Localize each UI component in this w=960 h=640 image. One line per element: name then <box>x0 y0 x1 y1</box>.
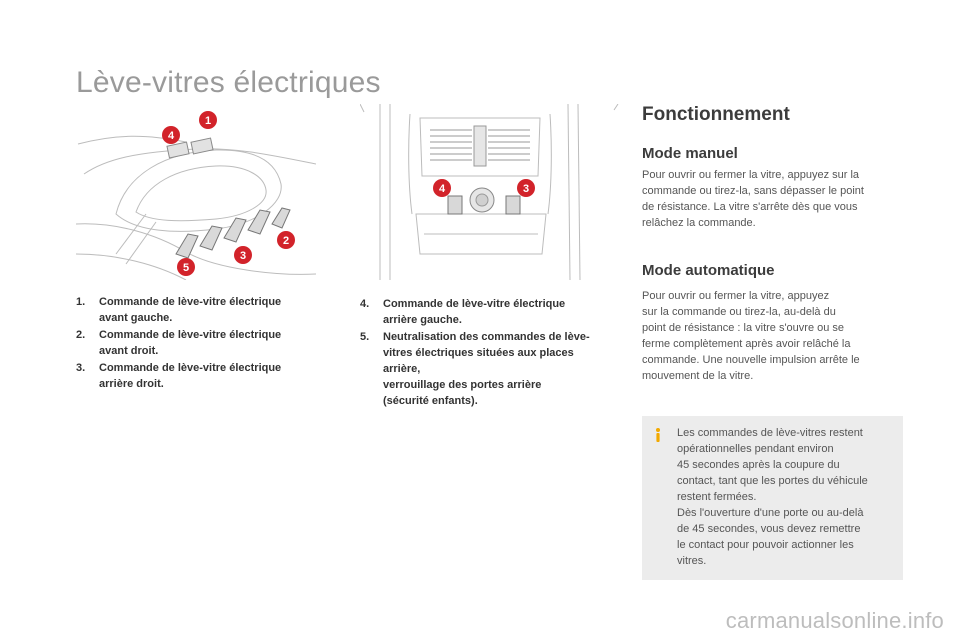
callout-1 <box>199 111 217 129</box>
legend-item <box>360 329 622 409</box>
legend-number: 2. <box>76 329 86 341</box>
door-switches-illustration <box>76 104 316 280</box>
callout-5 <box>177 258 195 276</box>
callout-2 <box>277 231 295 249</box>
mode-automatique-title: Mode automatique <box>642 262 775 279</box>
callout-label: 4 <box>167 130 175 142</box>
legend-text: Commande de lève-vitre électrique arrière droit. <box>99 362 282 390</box>
legend-center <box>360 296 622 410</box>
callout-label: 3 <box>522 183 530 195</box>
callout-3 <box>234 246 252 264</box>
callout-label: 2 <box>282 235 290 247</box>
legend-item <box>360 296 622 328</box>
info-icon <box>650 427 666 443</box>
mode-manuel-text: Pour ouvrir ou fermer la vitre, appuyez sur la commande ou tirez-la, sans dépasser le point de résistance. La vitre s'arrête dès que vous relâchez la commande. <box>642 169 864 229</box>
legend-text: Commande de lève-vitre électrique avant droit. <box>99 329 282 357</box>
callout-label: 1 <box>204 115 212 127</box>
info-text: Les commandes de lève-vitres restent opérationnelles pendant environ 45 secondes après la coupure du contact, tant que les portes du véhicule restent fermées. Dès l'ouverture d'une porte ou au-delà de 45 secondes, vous devez remettre le contact pour pouvoir actionner les vitres. <box>677 427 868 567</box>
legend-item <box>76 294 326 326</box>
callout-3 <box>517 179 535 197</box>
legend-text: Neutralisation des commandes de lève- vitres électriques situées aux places arrière, verrouillage des portes arrière (sécurité enfants). <box>383 331 590 407</box>
rear-console-illustration <box>360 104 620 280</box>
legend-number: 4. <box>360 298 370 310</box>
legend-number: 5. <box>360 331 370 343</box>
legend-text: Commande de lève-vitre électrique arrière gauche. <box>383 298 566 326</box>
mode-manuel-title: Mode manuel <box>642 145 738 162</box>
legend-item <box>76 327 326 359</box>
page-title: Lève-vitres électriques <box>76 66 381 99</box>
callout-4 <box>433 179 451 197</box>
watermark: carmanualsonline.info <box>725 608 944 633</box>
callout-label: 5 <box>182 262 190 274</box>
legend-number: 3. <box>76 362 86 374</box>
callout-label: 4 <box>438 183 446 195</box>
legend-left <box>76 294 326 393</box>
legend-text: Commande de lève-vitre électrique avant gauche. <box>99 296 282 324</box>
legend-item <box>76 360 326 392</box>
callout-label: 3 <box>239 250 247 262</box>
section-title: Fonctionnement <box>642 104 790 125</box>
info-box <box>642 416 903 580</box>
legend-number: 1. <box>76 296 86 308</box>
mode-automatique-text: Pour ouvrir ou fermer la vitre, appuyez sur la commande ou tirez-la, au-delà du point de résistance : la vitre s'ouvre ou se ferme complètement après avoir relâché la commande. Une nouvelle impulsion arrête le mouvement de la vitre. <box>642 290 860 382</box>
callout-4 <box>162 126 180 144</box>
